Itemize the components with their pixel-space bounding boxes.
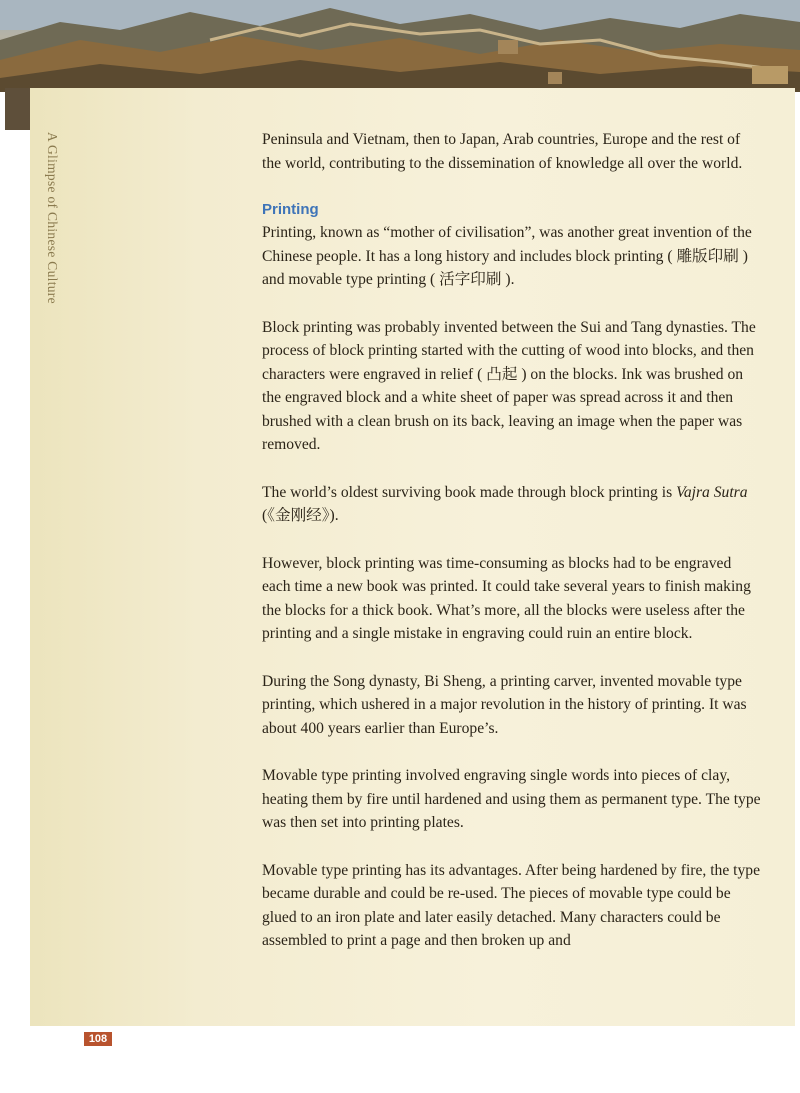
section-heading-printing: Printing — [262, 201, 319, 218]
paragraph-bi-sheng: During the Song dynasty, Bi Sheng, a printing carver, invented movable type printing, which ushered in a major revolution in the history of printing. It was about 400 years earlier than Europe’s. — [262, 672, 747, 737]
body-text — [262, 128, 762, 953]
paragraph-movable-type: Movable type printing involved engraving single words into pieces of clay, heating them by fire until hardened and using them as permanent type. The type was then set into printing plates. — [262, 767, 761, 831]
paragraph-printing-intro: Printing, known as “mother of civilisation”, was another great invention of the Chinese people. It has a long history and includes block printing ( 雕版印刷 ) and movable type printing ( 活字印刷 ). — [262, 224, 752, 288]
paragraph-advantages: Movable type printing has its advantages. After being hardened by fire, the type became durable and could be re-used. The pieces of movable type could be glued to an iron plate and later easily detached. Many characters could be assembled to print a page and then broken up and — [262, 861, 760, 949]
paragraph-vajra-sutra — [262, 481, 762, 528]
great-wall-banner — [0, 0, 800, 92]
paragraph-block-printing: Block printing was probably invented between the Sui and Tang dynasties. The process of block printing started with the cutting of wood into blocks, and then characters were engraved in relief ( 凸起 ) on the blocks. Ink was brushed on the engraved block and a white sheet of paper was spread across it and then brushed with a clean brush on its back, leaving an image when the paper was removed. — [262, 318, 756, 453]
vajra-text: The world’s oldest surviving book made through block printing is — [262, 483, 677, 501]
mountain-landscape-image — [0, 0, 800, 92]
side-title: A Glimpse of Chinese Culture — [45, 132, 60, 304]
vajra-title: Vajra Sutra — [676, 483, 748, 501]
vajra-chinese: (《金刚经》). — [262, 507, 339, 524]
paragraph-continuation: Peninsula and Vietnam, then to Japan, Arab countries, Europe and the rest of the world, contributing to the dissemination of knowledge all over the world. — [262, 131, 743, 172]
banner-edge — [5, 88, 33, 130]
paragraph-block-drawbacks: However, block printing was time-consuming as blocks had to be engraved each time a new book was printed. It could take several years to finish making the blocks for a thick book. What’s more, all the blocks were useless after the printing and a single mistake in engraving could ruin an entire block. — [262, 554, 751, 642]
page-number-badge: 108 — [84, 1032, 112, 1046]
